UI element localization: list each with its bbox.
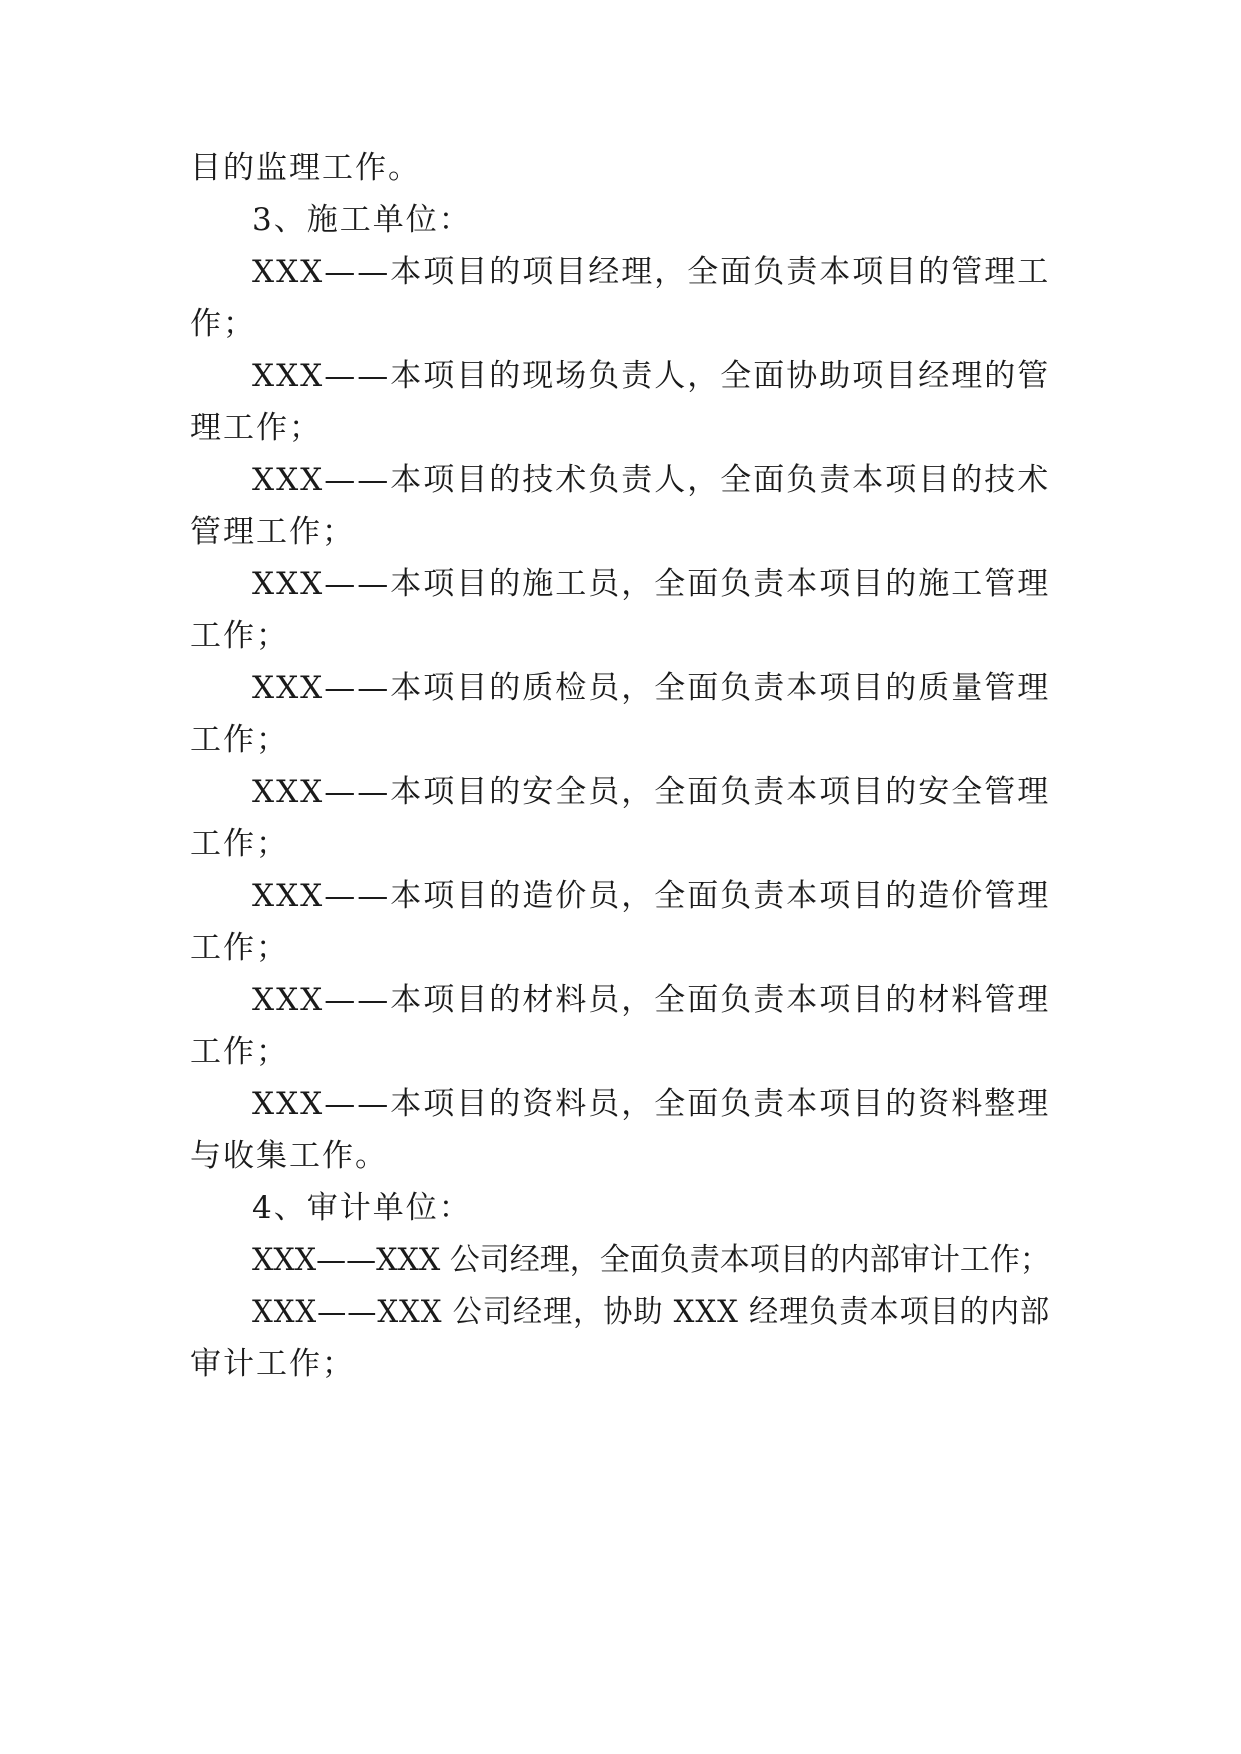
section-heading: 4、审计单位： (252, 1190, 472, 1226)
text-line: 工作； (190, 1034, 289, 1070)
text-line: 工作； (190, 930, 289, 966)
text-line: XXX——本项目的技术负责人，全面负责本项目的技术 (252, 462, 1051, 498)
text-line: 理工作； (190, 410, 322, 446)
text-line: XXX——本项目的施工员，全面负责本项目的施工管理 (252, 566, 1051, 602)
text-line: XXX——XXX 公司经理，全面负责本项目的内部审计工作； (252, 1242, 1050, 1278)
text-line: 管理工作； (190, 514, 355, 550)
text-line: 目的监理工作。 (190, 150, 421, 186)
text-line: XXX——本项目的造价员，全面负责本项目的造价管理 (252, 878, 1051, 914)
text-line: XXX——XXX 公司经理，协助 XXX 经理负责本项目的内部 (252, 1294, 1051, 1330)
text-line: 作； (190, 306, 256, 342)
text-line: XXX——本项目的项目经理，全面负责本项目的管理工 (252, 254, 1051, 290)
text-line: 工作； (190, 722, 289, 758)
text-line: 与收集工作。 (190, 1138, 388, 1174)
text-line: XXX——本项目的质检员，全面负责本项目的质量管理 (252, 670, 1051, 706)
text-line: 审计工作； (190, 1346, 355, 1382)
text-line: XXX——本项目的安全员，全面负责本项目的安全管理 (252, 774, 1051, 810)
text-line: XXX——本项目的材料员，全面负责本项目的材料管理 (252, 982, 1051, 1018)
text-line: XXX——本项目的资料员，全面负责本项目的资料整理 (252, 1086, 1051, 1122)
text-line: 工作； (190, 826, 289, 862)
section-heading: 3、施工单位： (252, 202, 472, 238)
text-line: XXX——本项目的现场负责人，全面协助项目经理的管 (252, 358, 1051, 394)
text-line: 工作； (190, 618, 289, 654)
